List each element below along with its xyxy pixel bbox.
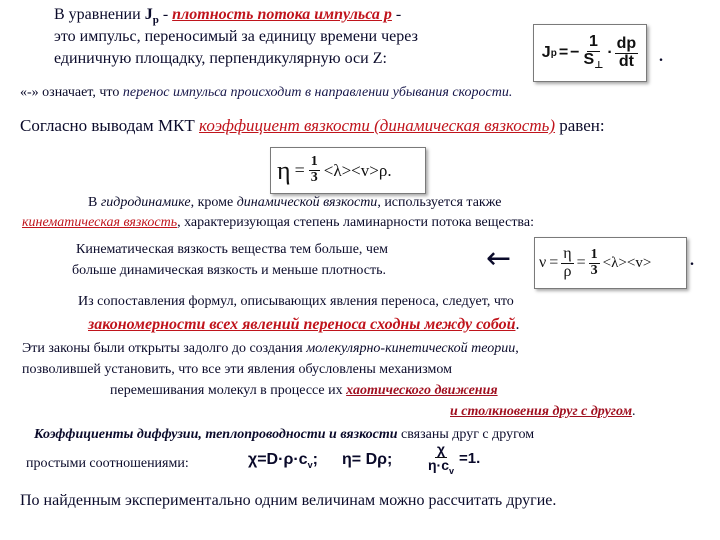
kinematic-note-line-1: Кинематическая вязкость вещества тем больше, чем	[76, 242, 389, 257]
momentum-flux-density-term: плотность потока импульса p	[172, 6, 392, 23]
dynamic-viscosity-term: коэффициент вязкости (динамическая вязкость)	[199, 116, 556, 135]
history-line-1: Эти законы были открыты задолго до создания молекулярно-кинетической теории,	[22, 341, 519, 356]
left-arrow-icon: ←	[486, 241, 512, 276]
intro-line-2: это импульс, переносимый за единицу времени через	[54, 28, 418, 45]
hydrodynamics-line-2: кинематическая вязкость, характеризующая степень ламинарности потока вещества:	[22, 215, 534, 230]
momentum-flux-formula: J p = − $\frac{1}{S_\perp}$ · $\frac{dp}{dt}$	[533, 24, 647, 82]
history-line-3: перемешивания молекул в процессе их хаотического движения	[110, 383, 498, 398]
kinematic-viscosity-formula: ν = $\frac{\eta}{\rho}$ = $\frac{1}{3}$ <λ><v>	[534, 237, 687, 289]
dynamic-viscosity-formula: η = $\frac{1}{3}$ <λ><v>ρ.	[270, 147, 426, 194]
intro-line-3: единичную площадку, перпендикулярную оси Z:	[54, 50, 387, 67]
relations-label: простыми соотношениями:	[26, 456, 189, 471]
hydrodynamics-line-1: В гидродинамике, кроме динамической вязкости, используется также	[88, 195, 502, 210]
diffusion-relation-1: $\chi=D\cdot\rho\cdot c_v$;	[248, 451, 318, 471]
conclusion-line: По найденным экспериментально одним величинам можно рассчитать другие.	[20, 492, 557, 509]
minus-sign-explanation: «-» означает, что перенос импульса происходит в направлении убывания скорости.	[20, 85, 513, 100]
diffusion-relation-2: η= Dρ;	[342, 451, 393, 468]
viscosity-statement: Согласно выводам МКТ коэффициент вязкости (динамическая вязкость) равен:	[20, 116, 605, 135]
diffusion-relation-3: $\frac{\chi}{\eta\cdot c_v}$ =1.	[428, 441, 481, 476]
kinematic-viscosity-term: кинематическая вязкость	[22, 215, 178, 230]
similarity-statement: закономерности всех явлений переноса сходны между собой.	[88, 316, 520, 333]
intro-line-1: В уравнении $J_p$ - плотность потока импульса p -	[54, 6, 402, 27]
history-line-2: позволившей установить, что все эти явления обусловлены механизмом	[22, 362, 452, 377]
kinematic-note-line-2: больше динамическая вязкость и меньше плотность.	[72, 263, 386, 278]
formula-3-period: .	[690, 252, 694, 269]
coefficients-line: Коэффициенты диффузии, теплопроводности и вязкости связаны друг с другом	[34, 427, 535, 442]
comparison-line: Из сопоставления формул, описывающих явления переноса, следует, что	[78, 294, 514, 309]
formula-1-period: .	[659, 48, 663, 65]
history-line-4: и столкновения друг с другом.	[450, 404, 636, 419]
